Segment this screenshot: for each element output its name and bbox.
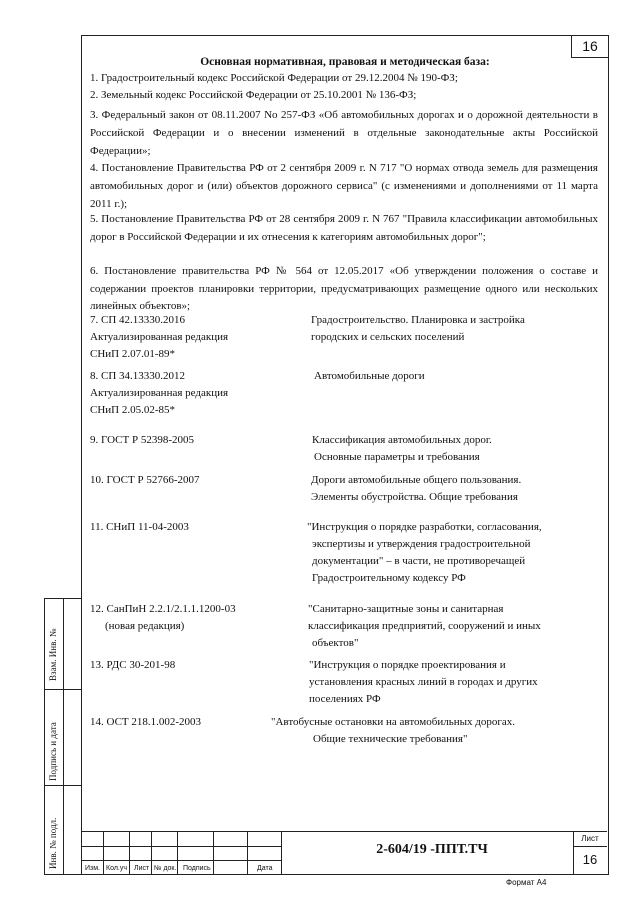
title-block-col [281, 832, 282, 874]
sheet-label: Лист [581, 834, 599, 843]
norm-title-line: Элементы обустройства. Общие требования [311, 491, 518, 503]
norm-code-line: 7. СП 42.13330.2016 [90, 314, 186, 326]
format-label: Формат А4 [506, 878, 547, 887]
norm-code-line: 11. СНиП 11-04-2003 [90, 521, 189, 533]
norm-title-line: Автомобильные дороги [314, 370, 425, 382]
norm-title-line: "Инструкция о порядке проектирования и [309, 659, 506, 671]
section-heading: Основная нормативная, правовая и методическая база: [200, 56, 490, 68]
norm-title-line: классификация предприятий, сооружений и иных [308, 620, 541, 632]
norm-title [314, 369, 614, 384]
norm-title-line: Градостроительство. Планировка и застройка [311, 314, 525, 326]
title-block-col [151, 832, 152, 874]
sheet-number: 16 [582, 852, 598, 867]
norm-code-line: (новая редакция) [105, 620, 185, 632]
norm-title-line: Градостроительному кодексу РФ [312, 572, 466, 584]
list-item: 4. Постановление Правительства РФ от 2 сентября 2009 г. N 717 "О нормах отвода земель для размещения автомобильных дорог и (или) объектов дорожного сервиса" (с изменениями и дополнениями от 11 марта 2011 г.); [90, 162, 598, 210]
list-item: 1. Градостроительный кодекс Российской Федерации от 29.12.2004 № 190-ФЗ; [90, 72, 458, 84]
norm-title-line: Классификация автомобильных дорог. [312, 434, 492, 446]
col-label: Подпись [183, 865, 211, 872]
col-label: Лист [134, 865, 150, 872]
title-block-col [103, 832, 104, 874]
norm-code [90, 313, 300, 362]
list-item: 3. Федеральный закон от 08.11.2007 No 257-ФЗ «Об автомобильных дорогах и о дорожной деятельности в Российской Федерации и о внесении изменений в отдельные законодательные акты Российской Федерации»; [90, 109, 598, 157]
col-label: Изм. [85, 865, 100, 872]
title-block-col [213, 832, 214, 874]
norm-code [90, 520, 300, 535]
norm-title [309, 658, 609, 707]
norm-code [90, 473, 300, 488]
norm-code-line: Актуализированная редакция [90, 387, 229, 399]
list-item: 6. Постановление правительства РФ № 564 от 12.05.2017 «Об утверждении положения о составе и содержании проектов планировки территории, предусматривающих размещение одного или нескольких линейных объектов»; [90, 265, 598, 312]
title-block-rule [81, 860, 281, 861]
title-block-rule [81, 846, 281, 847]
norm-title-line: объектов" [312, 637, 359, 649]
norm-title-line: "Инструкция о порядке разработки, согласования, [307, 521, 542, 533]
norm-title-line: Общие технические требования" [313, 733, 468, 745]
norm-title-line: Основные параметры и требования [314, 451, 480, 463]
norm-code-line: 12. СанПиН 2.2.1/2.1.1.1200-03 [90, 603, 236, 615]
norm-title-line: "Санитарно-защитные зоны и санитарная [308, 603, 504, 615]
norm-code-line: 13. РДС 30-201-98 [90, 659, 176, 671]
norm-code-line: 14. ОСТ 218.1.002-2003 [90, 716, 202, 728]
col-label: № док. [154, 865, 177, 872]
side-label-sign-date: Подпись и дата [48, 722, 58, 781]
side-label-inv-orig: Инв. № подл. [48, 817, 58, 869]
norm-code-line: 10. ГОСТ Р 52766-2007 [90, 474, 200, 486]
col-label: Кол.уч [106, 865, 127, 872]
page-number-top: 16 [582, 38, 598, 54]
norm-title [312, 433, 612, 465]
norm-code-line: СНиП 2.05.02-85* [90, 404, 176, 416]
norm-title-line: документации" – в части, не противоречащей [312, 555, 526, 567]
list-item: 2. Земельный кодекс Российской Федерации от 25.10.2001 № 136-ФЗ; [90, 89, 417, 101]
title-block [81, 831, 607, 874]
norm-code [90, 433, 300, 448]
norm-title-line: "Автобусные остановки на автомобильных дорогах. [271, 716, 516, 728]
norm-title-line: поселениях РФ [309, 693, 381, 705]
col-label: Дата [257, 865, 273, 872]
document-code: 2-604/19 -ППТ.ТЧ [376, 842, 488, 857]
norm-code-line: СНиП 2.07.01-89* [90, 348, 176, 360]
norm-title [311, 473, 611, 505]
list-item: 5. Постановление Правительства РФ от 28 сентября 2009 г. N 767 "Правила классификации автомобильных дорог в Российской Федерации и их отнесения к категориям автомобильных дорог"; [90, 213, 598, 243]
norm-title [307, 520, 607, 586]
norm-title-line: городских и сельских поселений [311, 331, 465, 343]
norm-title [308, 602, 608, 651]
norm-title-line: экспертизы и утверждения градостроительной [312, 538, 531, 550]
side-label-inv-replace: Взам. Инв. № [48, 628, 58, 681]
norm-title-line: установления красных линий в городах и других [309, 676, 538, 688]
title-block-col [247, 832, 248, 874]
norm-code [90, 715, 300, 730]
title-block-col [177, 832, 178, 874]
norm-code-line: 8. СП 34.13330.2012 [90, 370, 186, 382]
norm-title [311, 313, 611, 345]
norm-title [271, 715, 601, 747]
side-stamp [44, 598, 82, 875]
norm-code-line: Актуализированная редакция [90, 331, 229, 343]
norm-code [90, 369, 300, 418]
norm-code [90, 602, 300, 634]
norm-code-line: 9. ГОСТ Р 52398-2005 [90, 434, 195, 446]
title-block-col [129, 832, 130, 874]
norm-title-line: Дороги автомобильные общего пользования. [311, 474, 522, 486]
title-block-rule [573, 846, 607, 847]
norm-code [90, 658, 300, 673]
